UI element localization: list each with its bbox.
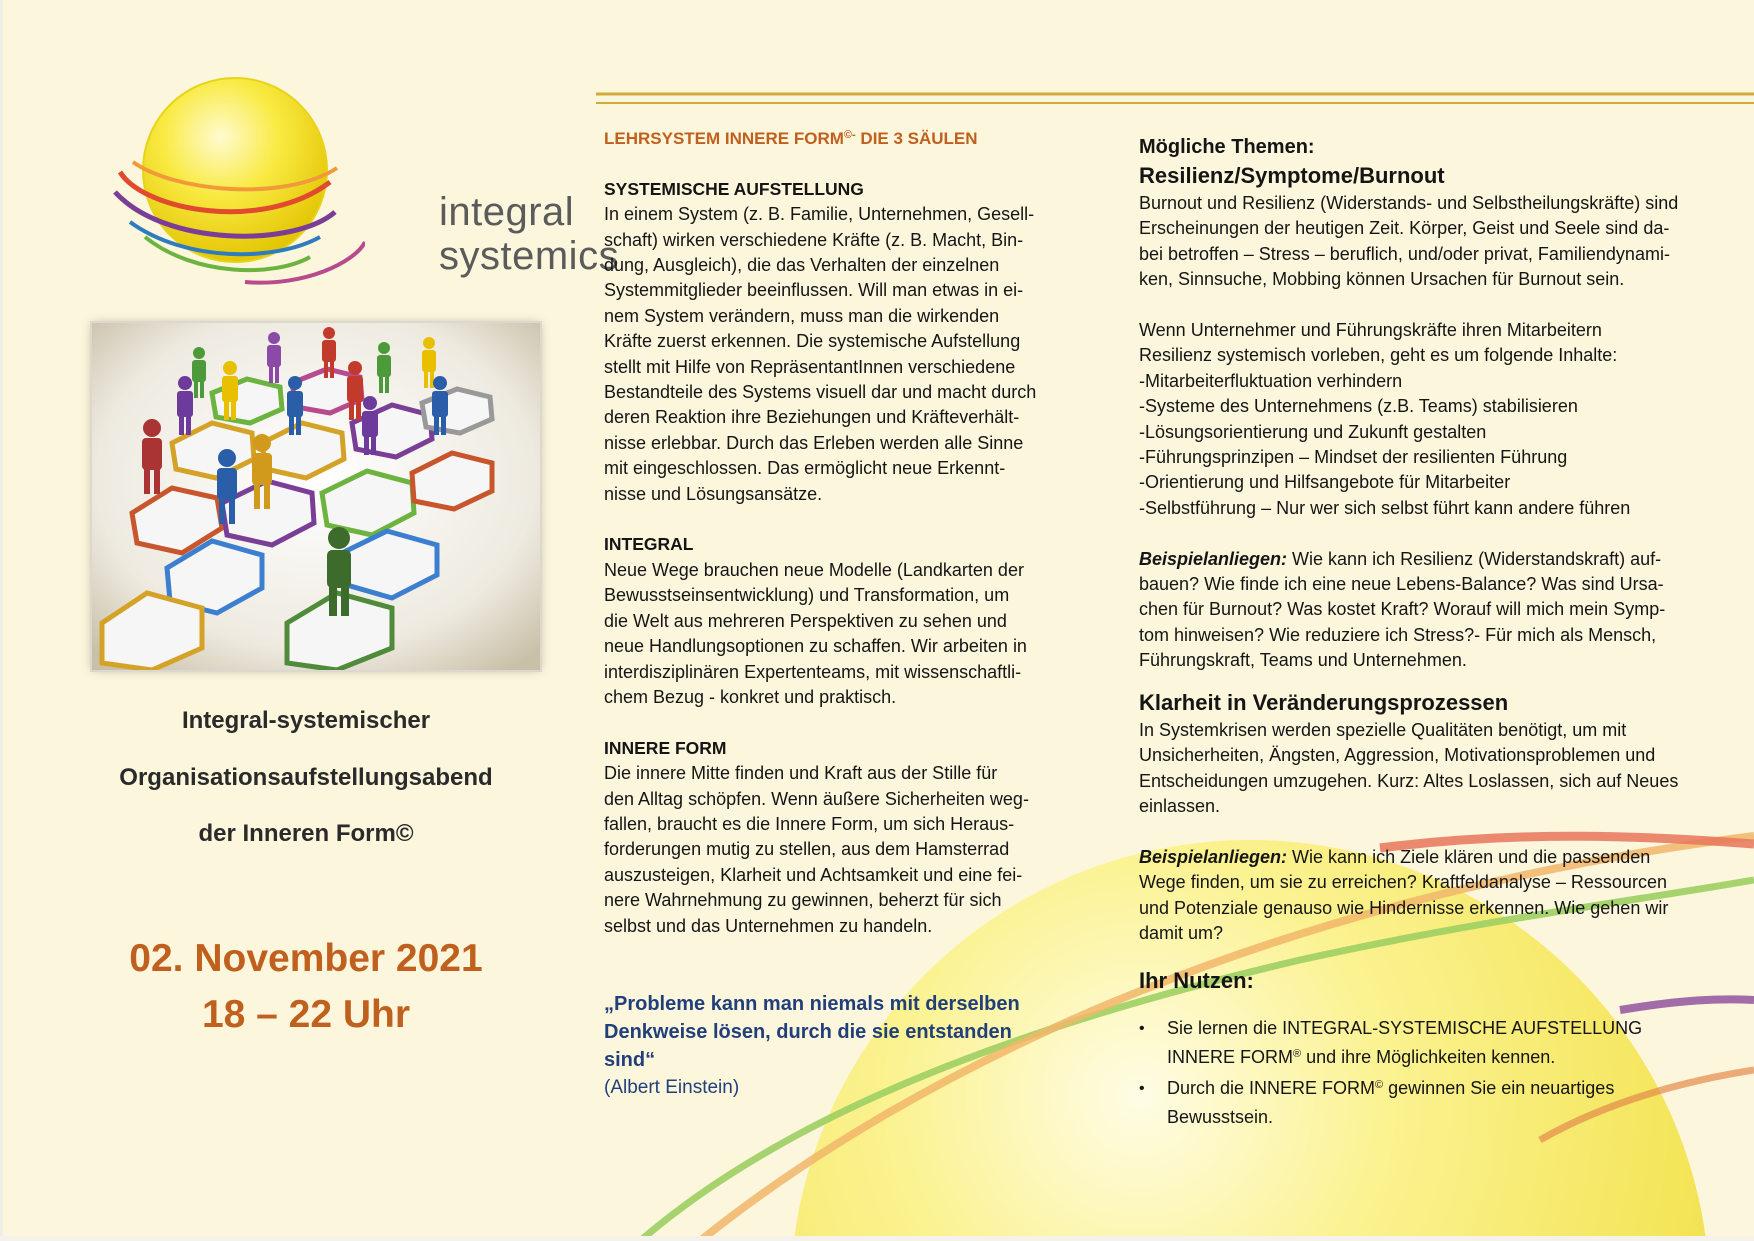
resilience-line: -Orientierung und Hilfsangebote für Mitarbeiter [1139, 472, 1511, 493]
benefit-1-text-b: INNERE FORM [1167, 1047, 1293, 1068]
inner-form-line: auszusteigen, Klarheit und Achtsamkeit und eine fei- [604, 864, 1023, 885]
example-2-line: damit um? [1139, 922, 1224, 943]
bullet-icon: • [1139, 1020, 1145, 1038]
systemic-line: Systemmitglieder beeinflussen. Will man etwas in ei- [604, 280, 1024, 301]
example-2-line: und Potenziale genauso wie Hindernisse erkennen. Wie gehen wir [1139, 897, 1669, 918]
list-item [1139, 1074, 1739, 1132]
inner-form-line: fallen, braucht es die Innere Form, um sich Heraus- [604, 813, 1015, 834]
right-column [1139, 133, 1739, 1134]
themes-title: Mögliche Themen: [1139, 136, 1315, 158]
benefit-2-text: Durch die INNERE FORM [1167, 1078, 1376, 1099]
example-2-line: Wege finden, um sie zu erreichen? Kraftfeldanalyse – Ressourcen [1139, 872, 1667, 893]
systemic-line: Bestandteile des Systems visuell dar und macht durch [604, 382, 1037, 403]
quote-line: Denkweise lösen, durch die sie entstanden [604, 1021, 1012, 1043]
section-inner-form-body [604, 761, 1064, 939]
logo-text-line1: integral [439, 190, 575, 234]
top-decorative-rule [596, 92, 1754, 106]
benefit-list [1139, 1014, 1739, 1132]
resilience-line: -Systeme des Unternehmens (z.B. Teams) stabilisieren [1139, 396, 1578, 417]
pillars-heading [604, 126, 1064, 151]
pillars-heading-sup: ©- [843, 129, 856, 141]
example-1-paragraph [1139, 547, 1739, 674]
inner-form-line: den Alltag schöpfen. Wenn äußere Sicherheiten weg- [604, 788, 1029, 809]
burnout-line: Burnout und Resilienz (Widerstands- und Selbstheilungskräfte) sind [1139, 193, 1679, 213]
quote-line: „Probleme kann man niemals mit derselben [604, 993, 1020, 1015]
quote-line: sind“ [604, 1049, 656, 1071]
clarity-line: Entscheidungen umzugehen. Kurz: Altes Loslassen, sich auf Neues [1139, 770, 1679, 791]
clarity-line: In Systemkrisen werden spezielle Qualitäten benötigt, um mit [1139, 719, 1627, 740]
burnout-line: bei betroffen – Stress – beruflich, und/oder privat, Familiendynami- [1139, 243, 1670, 264]
systemic-line: dung, Ausgleich), die das Verhalten der einzelnen [604, 255, 1000, 276]
benefit-1-text: Sie lernen die INTEGRAL-SYSTEMISCHE AUFSTELLUNG [1167, 1018, 1643, 1039]
systemic-line: nem System verändern, muss man die wirkenden [604, 305, 1000, 326]
clarity-paragraph [1139, 718, 1739, 820]
integral-line: interdisziplinären Expertenteams, mit wissenschaftli- [604, 661, 1022, 682]
integral-line: chem Bezug - konkret und praktisch. [604, 686, 897, 707]
systemic-line: stellt mit Hilfe von RepräsentantInnen verschiedene [604, 356, 1016, 377]
resilience-line: -Selbstführung – Nur wer sich selbst führt kann andere führen [1139, 497, 1631, 518]
section-systemic-title: SYSTEMISCHE AUFSTELLUNG [604, 178, 864, 199]
section-inner-form-title: INNERE FORM [604, 737, 727, 758]
systemic-line: deren Reaktion ihre Beziehungen und Kräfteverhält- [604, 407, 1020, 428]
middle-column [604, 126, 1064, 939]
resilience-line: -Lösungsorientierung und Zukunft gestalten [1139, 421, 1487, 442]
systemic-line: In einem System (z. B. Familie, Unternehmen, Gesell- [604, 204, 1035, 225]
resilience-line: Resilienz systemisch vorleben, geht es um folgende Inhalte: [1139, 345, 1618, 366]
event-title-line1: Integral-systemischer [181, 707, 431, 734]
inner-form-line: Die innere Mitte finden und Kraft aus der Stille für [604, 763, 998, 784]
section-integral-title: INTEGRAL [604, 534, 694, 555]
resilience-line: -Mitarbeiterfluktuation verhindern [1139, 370, 1403, 391]
burnout-line: Erscheinungen der heutigen Zeit. Körper, Geist und Seele sind da- [1139, 218, 1670, 239]
quote-author: (Albert Einstein) [604, 1077, 740, 1098]
benefit-2-sup: © [1375, 1079, 1384, 1092]
integral-line: Neue Wege brauchen neue Modelle (Landkarten der [604, 559, 1024, 580]
clarity-line: Unsicherheiten, Ängsten, Aggression, Motivationsproblemen und [1139, 745, 1656, 766]
benefit-2-text-c: Bewusstsein. [1167, 1107, 1274, 1128]
logo-text-line2: systemics [439, 234, 620, 278]
event-date: 02. November 2021 [129, 937, 483, 980]
themes-subtitle: Resilienz/Symptome/Burnout [1139, 163, 1445, 188]
einstein-quote [604, 990, 1064, 1102]
inner-form-line: nere Wahrnehmung zu gewinnen, beherzt für sich [604, 890, 1002, 911]
planet-logo-icon [105, 72, 365, 302]
list-item [1139, 1014, 1739, 1072]
event-title-line3: der Inneren Form© [198, 820, 414, 847]
resilience-paragraph [1139, 318, 1739, 521]
example-1-line: bauen? Wie finde ich eine neue Lebens-Balance? Was sind Ursa- [1139, 574, 1664, 595]
example-2-line: Wie kann ich Ziele klären und die passenden [1287, 846, 1651, 867]
resilience-line: -Führungsprinzipen – Mindset der resilienten Führung [1139, 447, 1568, 468]
resilience-line: Wenn Unternehmer und Führungskräfte ihren Mitarbeitern [1139, 320, 1602, 341]
burnout-line: ken, Sinnsuche, Mobbing können Ursachen für Burnout sein. [1139, 269, 1625, 290]
integral-systemics-logo [105, 72, 620, 302]
systemic-line: nisse und Lösungsansätze. [604, 483, 823, 504]
example-2-label: Beispielanliegen: [1139, 846, 1288, 867]
inner-form-line: selbst und das Unternehmen zu handeln. [604, 915, 933, 936]
hexagon-people-network-image [92, 323, 540, 670]
example-2-paragraph [1139, 845, 1739, 947]
page-edge-bottom [0, 1236, 1754, 1241]
example-1-line: chen für Burnout? Was kostet Kraft? Worauf will mich mein Symp- [1139, 599, 1666, 620]
example-1-line: Führungskraft, Teams und Unternehmen. [1139, 650, 1467, 671]
example-1-label: Beispielanliegen: [1139, 548, 1288, 569]
clarity-line: einlassen. [1139, 795, 1221, 816]
section-integral-body [604, 558, 1064, 710]
systemic-line: schaft) wirken verschiedene Kräfte (z. B. Macht, Bin- [604, 229, 1024, 250]
integral-line: die Welt aus mehreren Perspektiven zu sehen und [604, 610, 1007, 631]
integral-line: neue Handlungsoptionen zu schaffen. Wir arbeiten in [604, 636, 1027, 657]
bullet-icon: • [1139, 1080, 1145, 1098]
systemic-line: Kräfte zuerst erkennen. Die systemische Aufstellung [604, 331, 1021, 352]
example-1-line: tom hinweisen? Wie reduziere ich Stress?- Für mich als Mensch, [1139, 624, 1657, 645]
inner-form-line: forderungen mutig zu stellen, aus dem Hamsterrad [604, 839, 1010, 860]
burnout-paragraph [1139, 191, 1739, 293]
example-1-line: Wie kann ich Resilienz (Widerstandskraft) auf- [1287, 548, 1662, 569]
pillars-heading-text: LEHRSYSTEM INNERE FORM [604, 129, 844, 148]
benefit-title: Ihr Nutzen: [1139, 968, 1254, 994]
systemic-line: mit eingeschlossen. Das ermöglicht neue Erkennt- [604, 458, 1006, 479]
section-systemic-body [604, 202, 1064, 507]
integral-line: Bewusstseinsentwicklung) und Transformation, um [604, 585, 1010, 606]
benefit-2-text-b: gewinnen Sie ein neuartiges [1383, 1078, 1615, 1099]
event-time: 18 – 22 Uhr [201, 993, 411, 1036]
benefit-1-text-c: und ihre Möglichkeiten kennen. [1301, 1047, 1556, 1068]
benefit-1-sup: ® [1293, 1048, 1302, 1061]
systemic-line: nisse erlebbar. Durch das Erleben werden alle Sinne [604, 432, 1024, 453]
event-title-line2: Organisationsaufstellungsabend [119, 764, 493, 791]
clarity-title: Klarheit in Veränderungsprozessen [1139, 689, 1509, 715]
pillars-heading-suffix: DIE 3 SÄULEN [855, 129, 978, 148]
